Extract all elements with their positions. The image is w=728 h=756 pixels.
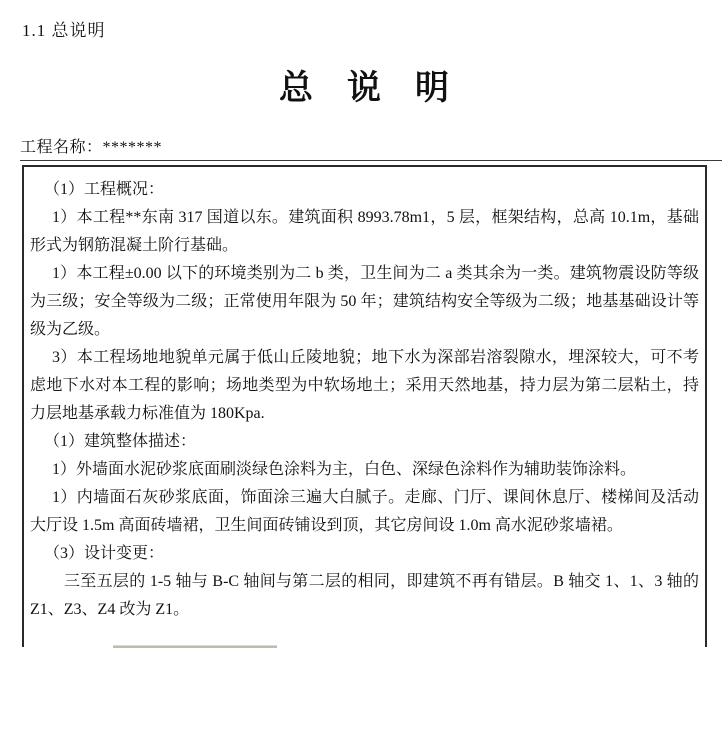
- project-name-line: 工程名称：*******: [20, 134, 722, 161]
- truncated-element-edge: [113, 645, 277, 648]
- paragraph-interior-wall: 1）内墙面石灰砂浆底面，饰面涂三遍大白腻子。走廊、门厅、课间休息厅、楼梯间及活动大厅设 1.5m 高面砖墙裙，卫生间面砖铺设到顶，其它房间设 1.0m 高水泥砂浆墙裙。: [30, 489, 699, 534]
- paragraph-building-description-heading: （1）建筑整体描述：: [44, 433, 197, 450]
- general-notes-box: [22, 165, 707, 647]
- paragraph-design-change-detail: 三至五层的 1-5 轴与 B-C 轴间与第二层的相同，即建筑不再有错层。B 轴交 1、1、3 轴的 Z1、Z3、Z4 改为 Z1。: [30, 573, 699, 618]
- document-title: 总 说 明: [279, 70, 449, 107]
- paragraph-design-change-heading: （3）设计变更：: [44, 545, 165, 562]
- paragraph-project-overview-1: 1）本工程**东南 317 国道以东。建筑面积 8993.78m1，5 层，框架结构，总高 10.1m，基础形式为钢筋混凝土阶行基础。: [30, 209, 699, 254]
- paragraph-project-overview-heading: （1）工程概况：: [44, 181, 165, 198]
- paragraph-site-geology: 3）本工程场地地貌单元属于低山丘陵地貌；地下水为深部岩溶裂隙水，埋深较大，可不考虑地下水对本工程的影响；场地类型为中软场地土；采用天然地基，持力层为第二层粘土，持力层地基承载力标准值为 180Kpa.: [30, 349, 699, 422]
- paragraph-exterior-wall: 1）外墙面水泥砂浆底面刷淡绿色涂料为主，白色、深绿色涂料作为辅助装饰涂料。: [52, 461, 637, 478]
- paragraph-environment-grades: 1）本工程±0.00 以下的环境类别为二 b 类，卫生间为二 a 类其余为一类。建筑物震设防等级为三级；安全等级为二级；正常使用年限为 50 年；建筑结构安全等级为二级；地基基础设计等级为乙级。: [30, 265, 699, 338]
- section-heading: 1.1 总说明: [22, 21, 106, 40]
